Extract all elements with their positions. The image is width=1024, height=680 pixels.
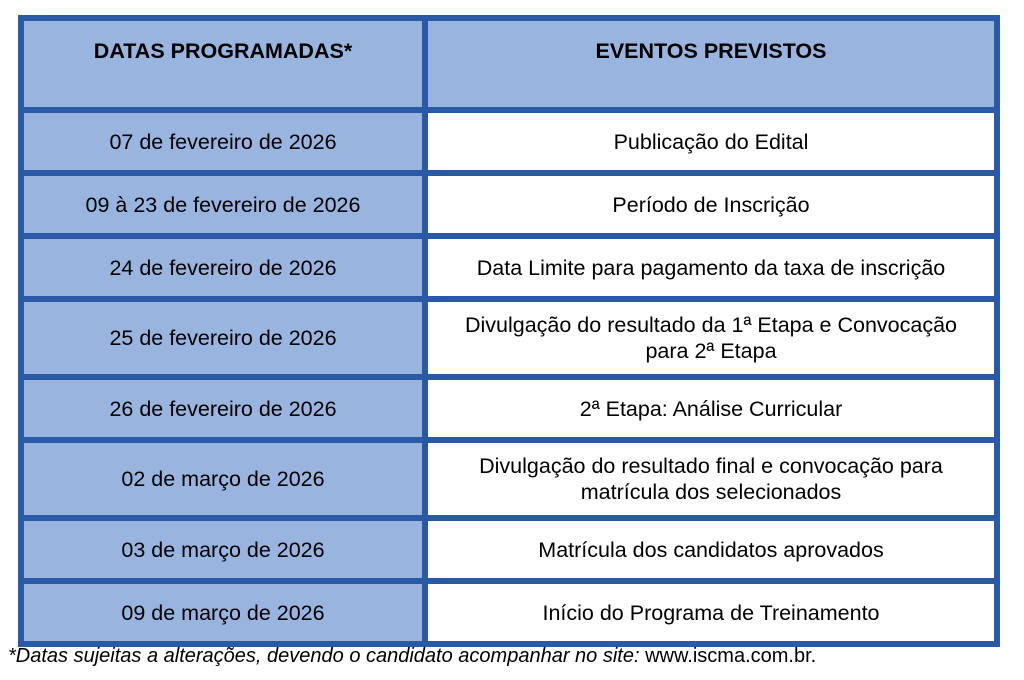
event-line: Data Limite para pagamento da taxa de inscrição	[476, 255, 946, 280]
table-row	[21, 518, 997, 581]
date-cell: 07 de fevereiro de 2026	[21, 110, 425, 173]
date-cell: 26 de fevereiro de 2026	[21, 377, 425, 440]
table-row	[21, 581, 997, 644]
event-line: 2ª Etapa: Análise Curricular	[579, 396, 843, 421]
date-cell: 09 de março de 2026	[21, 581, 425, 644]
event-cell	[425, 236, 997, 299]
table-row	[21, 377, 997, 440]
event-line: matrícula dos selecionados	[580, 480, 842, 504]
event-cell	[425, 518, 997, 581]
event-cell	[425, 581, 997, 644]
footnote-text: *Datas sujeitas a alterações, devendo o candidato acompanhar no site:	[8, 645, 640, 667]
table-row	[21, 110, 997, 173]
event-line: para 2ª Etapa	[645, 339, 777, 363]
event-cell	[425, 299, 997, 377]
schedule-table	[18, 15, 1000, 647]
table-row	[21, 173, 997, 236]
header-dates: DATAS PROGRAMADAS*	[21, 18, 425, 110]
event-cell	[425, 173, 997, 236]
date-cell: 02 de março de 2026	[21, 440, 425, 518]
date-cell: 03 de março de 2026	[21, 518, 425, 581]
event-line: Divulgação do resultado da 1ª Etapa e Convocação	[464, 313, 958, 337]
header-events: EVENTOS PREVISTOS	[425, 18, 997, 110]
event-line: Início do Programa de Treinamento	[542, 600, 880, 625]
event-line: Divulgação do resultado final e convocação para	[479, 454, 943, 478]
table-row	[21, 440, 997, 518]
footnote	[8, 644, 816, 668]
event-line: Matrícula dos candidatos aprovados	[538, 537, 884, 562]
table-row	[21, 236, 997, 299]
event-line: Publicação do Edital	[613, 129, 809, 154]
event-cell	[425, 440, 997, 518]
event-cell	[425, 110, 997, 173]
table-row	[21, 299, 997, 377]
date-cell: 09 à 23 de fevereiro de 2026	[21, 173, 425, 236]
event-line: Período de Inscrição	[612, 192, 810, 217]
date-cell: 25 de fevereiro de 2026	[21, 299, 425, 377]
footnote-site: www.iscma.com.br.	[645, 645, 817, 667]
date-cell: 24 de fevereiro de 2026	[21, 236, 425, 299]
header-row	[21, 18, 997, 110]
event-cell	[425, 377, 997, 440]
